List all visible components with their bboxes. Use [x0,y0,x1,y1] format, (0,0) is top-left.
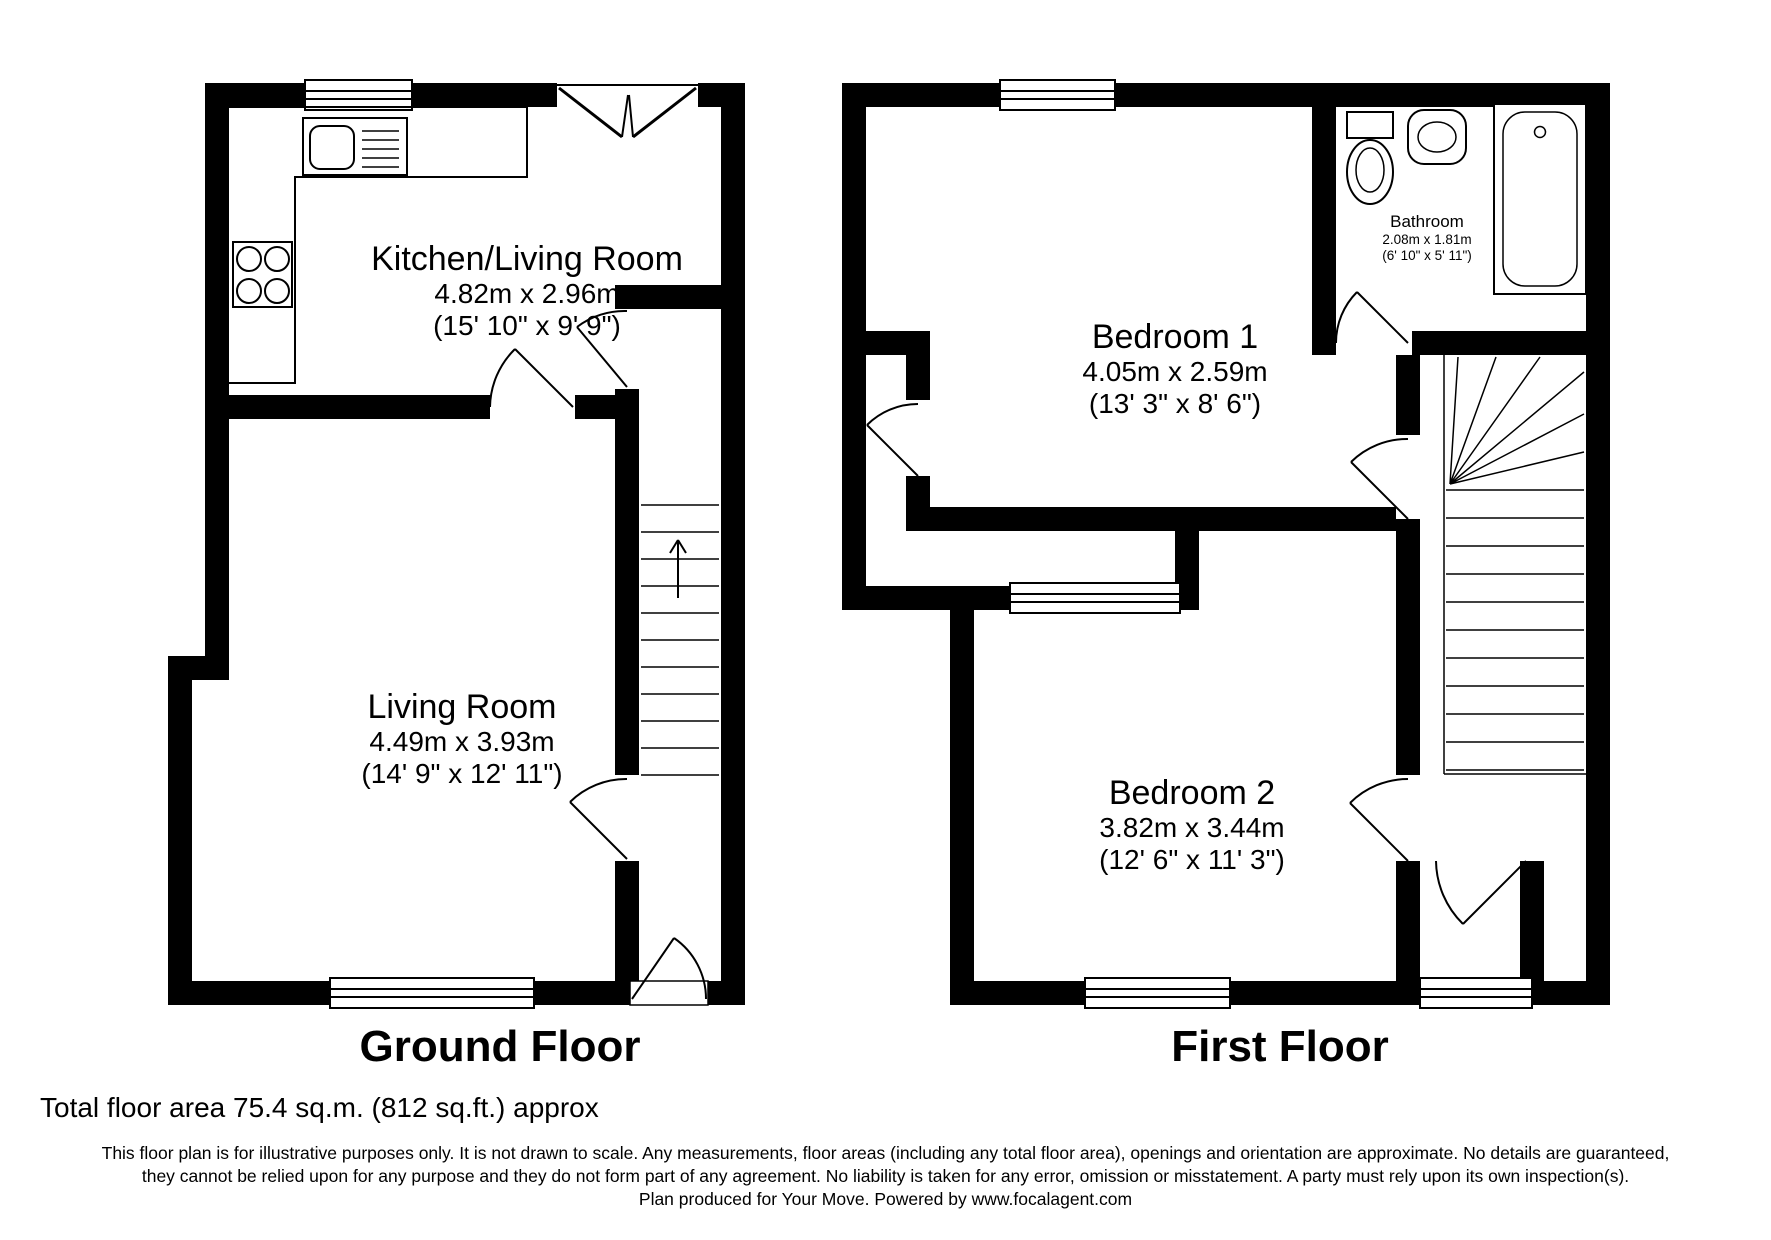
room-metric-dims: 2.08m x 1.81m [1382,232,1472,247]
first-stairs [1444,355,1586,774]
total-floor-area: Total floor area 75.4 sq.m. (812 sq.ft.) approx [40,1092,599,1123]
room-name: Living Room [367,688,557,726]
first-window-top [1000,80,1115,110]
room-metric-dims: 3.82m x 3.44m [1099,812,1285,843]
room-imperial-dims: (13' 3" x 8' 6") [1088,388,1262,419]
kitchen-sink [303,118,407,175]
room-imperial-dims: (14' 9" x 12' 11") [361,758,563,789]
room-imperial-dims: (6' 10" x 5' 11") [1382,248,1472,263]
room-metric-dims: 4.05m x 2.59m [1082,356,1268,387]
room-imperial-dims: (12' 6" x 11' 3") [1099,844,1285,875]
front-door [630,938,708,1005]
room-name: Bedroom 1 [1091,318,1259,356]
first-window-bottom-left [1085,978,1230,1008]
toilet [1347,112,1393,204]
room-metric-dims: 4.49m x 3.93m [369,726,555,757]
ground-window-top [305,80,412,110]
room-metric-dims: 4.82m x 2.96m [434,278,620,309]
room-name: Kitchen/Living Room [371,240,683,278]
ground-floor-plan [168,80,745,1008]
footer-fine-print [0,1142,1771,1211]
room-label-bedroom2 [1099,774,1285,876]
room-label-bathroom [1382,212,1472,264]
ground-floor-label: Ground Floor [359,1022,641,1071]
room-imperial-dims: (15' 10" x 9' 9") [433,310,621,341]
kitchen-hob [233,242,292,307]
disclaimer-line-2: they cannot be relied upon for any purpose and they do not form part of any agreement. No liability is taken for any error, omission or misstatement. A party must rely upon its own inspection(s). [141,1166,1630,1186]
bathtub [1494,104,1586,294]
disclaimer-line-1: This floor plan is for illustrative purposes only. It is not drawn to scale. Any measurements, floor areas (including any total floor area), openings and orientation are approximate. No details are guaranteed, [101,1143,1670,1163]
bedroom2-internal-window [1010,583,1180,613]
credit-line: Plan produced for Your Move. Powered by www.focalagent.com [638,1189,1133,1209]
room-label-living [361,688,562,790]
room-label-kitchen-living [371,240,683,342]
basin [1408,110,1466,164]
room-name: Bedroom 2 [1108,774,1276,812]
room-label-bedroom1 [1082,318,1267,420]
ground-walls [168,83,745,1005]
first-floor-label: First Floor [1171,1022,1389,1071]
ground-stairs [641,505,719,775]
first-window-bottom-right [1420,978,1532,1008]
room-name: Bathroom [1390,212,1464,231]
ground-window-bottom [330,978,534,1008]
